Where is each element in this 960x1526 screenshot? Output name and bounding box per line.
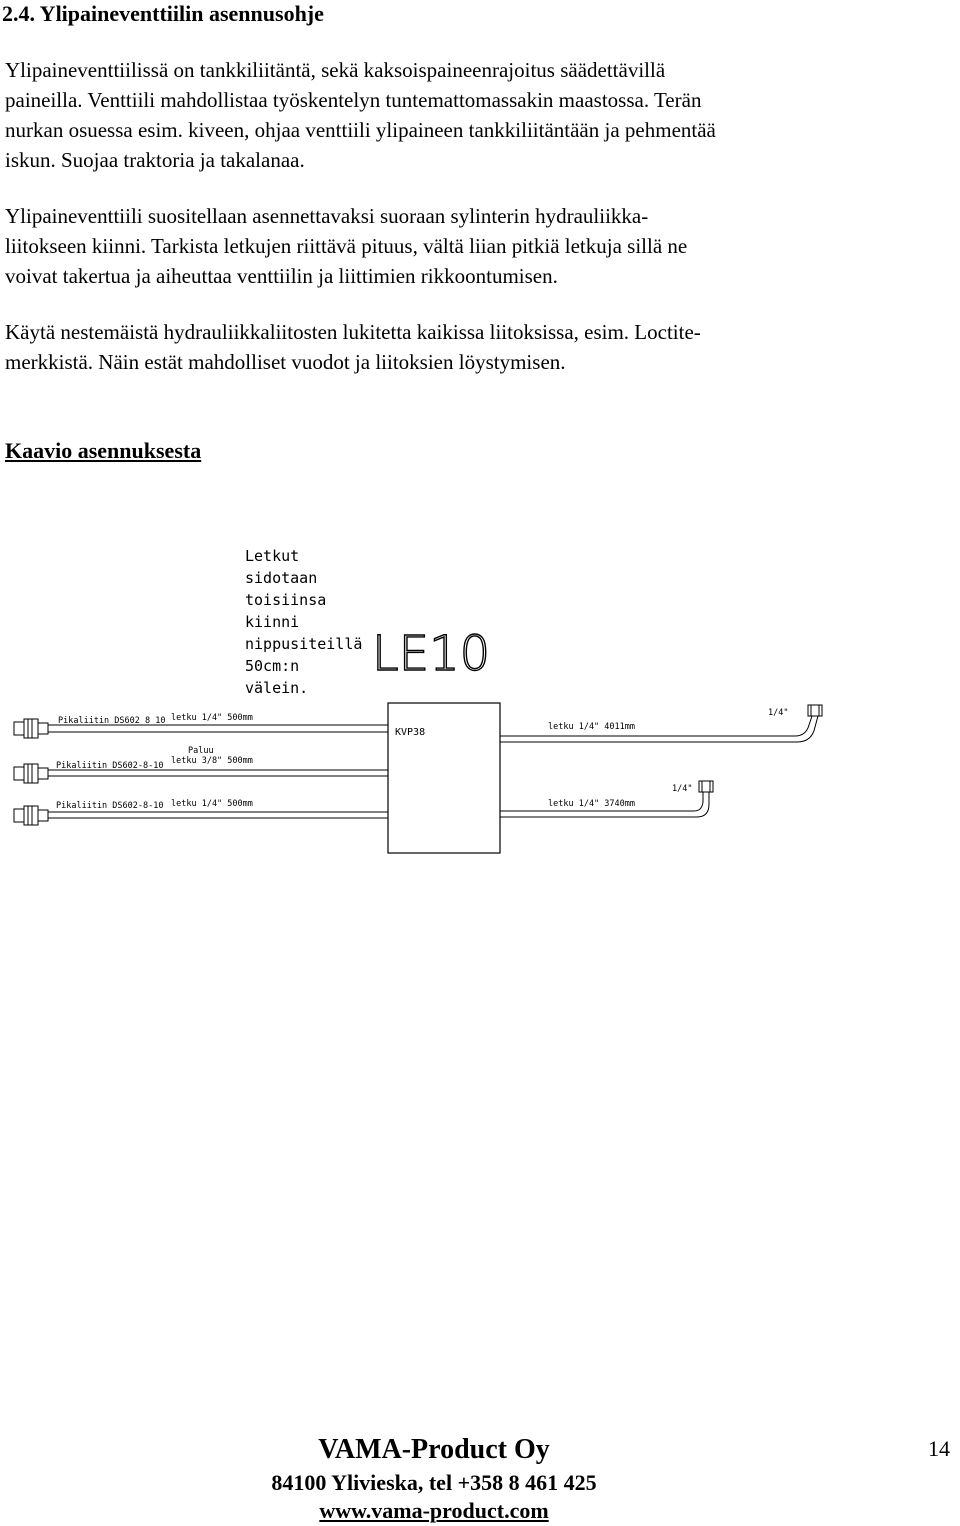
note-line: Letkut	[245, 547, 300, 565]
footer-website[interactable]: www.vama-product.com	[319, 1498, 549, 1523]
note-line: 50cm:n	[245, 657, 300, 675]
text-line: iskun. Suojaa traktoria ja takalanaa.	[5, 148, 305, 172]
coupler-1	[14, 719, 48, 738]
note-line: toisiinsa	[245, 591, 327, 609]
hose-label: letku 1/4" 500mm	[171, 799, 253, 809]
text-line: Käytä nestemäistä hydrauliikkaliitosten lukitetta kaikissa liitoksissa, esim. Loctite-	[5, 320, 701, 344]
hose-note	[245, 547, 362, 697]
note-line: välein.	[245, 679, 309, 697]
note-line: nippusiteillä	[245, 635, 363, 653]
text-line: liitokseen kiinni. Tarkista letkujen riittävä pituus, vältä liian pitkiä letkuja sillä ne	[5, 234, 688, 258]
coupler-label: Pikaliitin DS602-8-10	[56, 761, 164, 771]
fitting-label: 1/4"	[768, 708, 789, 718]
fitting-2	[699, 781, 713, 792]
coupler-2	[14, 764, 48, 783]
hose-label: letku 1/4" 4011mm	[548, 722, 635, 732]
text-line: Ylipaineventtiilissä on tankkiliitäntä, sekä kaksoispaineenrajoitus säädettävillä	[5, 58, 666, 82]
section-heading: 2.4. Ylipaineventtiilin asennusohje	[2, 1, 324, 26]
hose-label: letku 1/4" 3740mm	[548, 799, 635, 809]
note-line: sidotaan	[245, 569, 318, 587]
paragraph-intro	[5, 55, 905, 175]
footer-address: 84100 Ylivieska, tel +358 8 461 425	[271, 1470, 597, 1495]
page-number: 14	[928, 1436, 950, 1461]
text-line: nurkan osuessa esim. kiveen, ohjaa venttiili ylipaineen tankkiliitäntään ja pehmentää	[5, 118, 716, 142]
fitting-label: 1/4"	[672, 784, 693, 794]
text-line: Ylipaineventtiili suositellaan asennettavaksi suoraan sylinterin hydrauliikka-	[5, 204, 649, 228]
diagram-heading: Kaavio asennuksesta	[5, 438, 202, 463]
note-line: kiinni	[245, 613, 300, 631]
coupler-label: Pikaliitin DS602 8 10	[58, 716, 166, 726]
installation-diagram	[0, 520, 960, 860]
valve-label: KVP38	[395, 727, 426, 738]
hose-label: Paluu	[188, 746, 214, 756]
hose-label: letku 1/4" 500mm	[171, 713, 253, 723]
fitting-1	[808, 705, 822, 716]
model-label: LE10	[372, 626, 491, 682]
text-line: paineilla. Venttiili mahdollistaa työskentelyn tuntemattomassakin maastossa. Terän	[5, 88, 702, 112]
paragraph-installation	[5, 201, 905, 291]
text-line: merkkistä. Näin estät mahdolliset vuodot ja liitoksien löystymisen.	[5, 350, 566, 374]
footer-company: VAMA-Product Oy	[318, 1434, 550, 1465]
coupler-3	[14, 806, 48, 825]
coupler-label: Pikaliitin DS602-8-10	[56, 801, 164, 811]
text-line: voivat takertua ja aiheuttaa venttiilin ja liittimien rikkoontumisen.	[5, 264, 558, 288]
paragraph-loctite	[5, 317, 905, 377]
valve-body	[388, 703, 500, 853]
hose-label: letku 3/8" 500mm	[171, 756, 253, 766]
